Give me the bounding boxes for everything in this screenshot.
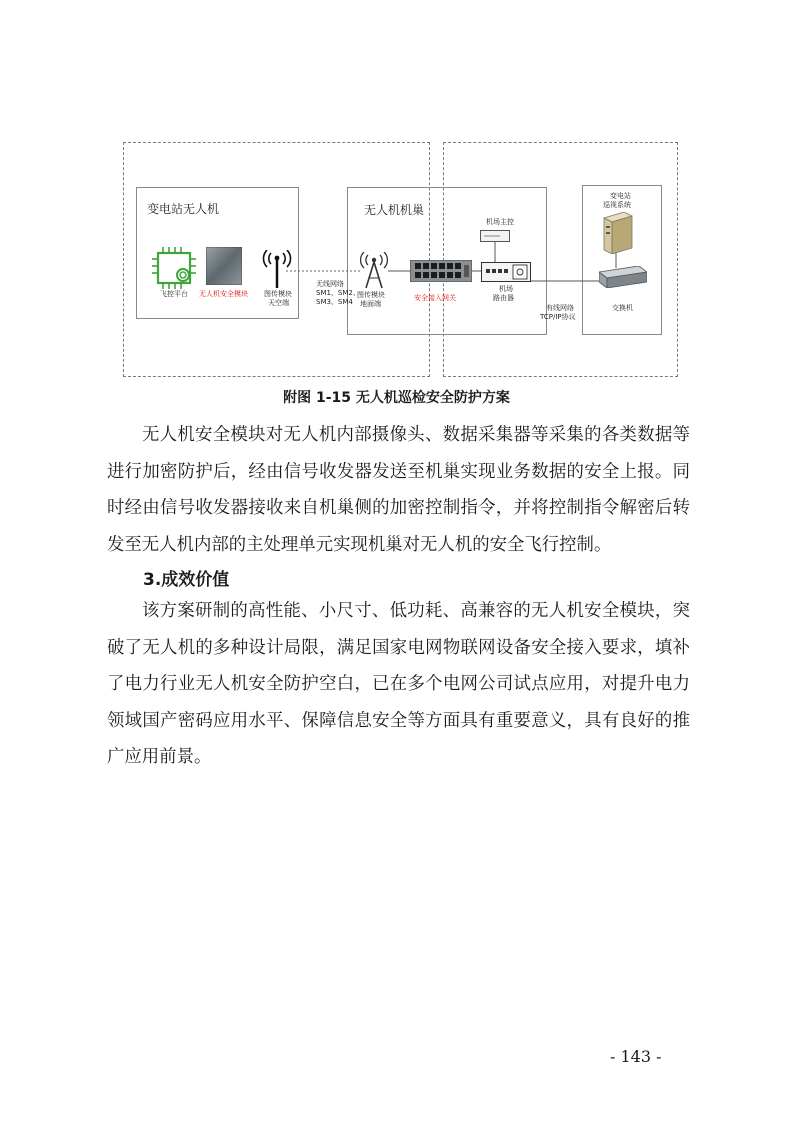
connection-lines <box>0 0 793 400</box>
patrol-system-label-1: 变电站 <box>610 192 631 200</box>
server-icon <box>598 212 634 254</box>
switch-icon <box>599 266 647 288</box>
section-heading: 3.成效价值 <box>143 570 230 590</box>
antenna-air-label-1: 图传模块 <box>264 290 292 298</box>
antenna-air-icon <box>262 250 292 288</box>
flight-platform-label: 飞控平台 <box>160 290 188 298</box>
security-gateway-icon <box>410 260 472 282</box>
host-device-icon <box>480 230 510 242</box>
security-gateway-label: 安全接入网关 <box>414 294 456 302</box>
uav-box-title: 变电站无人机 <box>147 202 220 216</box>
antenna-ground-label-1: 图传模块 <box>357 291 385 299</box>
patrol-system-label-2: 巡视系统 <box>603 201 631 209</box>
wireless-label-3: SM3、SM4 <box>316 298 353 306</box>
antenna-air-label-2: 天空端 <box>268 299 289 307</box>
paragraph-2 <box>107 593 690 776</box>
antenna-ground-icon <box>360 252 388 288</box>
page-number: - 143 - <box>610 1047 662 1066</box>
paragraph-1-text: 无人机安全模块对无人机内部摄像头、数据采集器等采集的各类数据等进行加密防护后，经由信号收发器发送至机巢实现业务数据的安全上报。同时经由信号收发器接收来自机巢侧的加密控制指令，并将控制指令解密后转发至无人机内部的主处理单元实现机巢对无人机的安全飞行控制。 <box>107 425 690 555</box>
nest-box-title: 无人机机巢 <box>364 203 425 217</box>
security-module-label: 无人机安全模块 <box>199 290 248 298</box>
wireless-label-1: 无线网络 <box>316 280 344 288</box>
router-label-2: 路由器 <box>493 294 514 302</box>
host-label: 机场主控 <box>486 218 514 226</box>
flight-controller-chip-icon <box>150 247 198 289</box>
paragraph-1 <box>107 417 690 563</box>
wired-label-2: TCP/IP协议 <box>540 313 576 321</box>
security-module-chip-icon <box>206 247 242 285</box>
wired-label-1: 有线网络 <box>546 304 574 312</box>
antenna-ground-label-2: 地面端 <box>360 300 381 308</box>
figure-caption: 附图 1-15 无人机巡检安全防护方案 <box>283 390 510 406</box>
switch-label: 交换机 <box>612 304 633 312</box>
paragraph-2-text: 该方案研制的高性能、小尺寸、低功耗、高兼容的无人机安全模块，突破了无人机的多种设计局限，满足国家电网物联网设备安全接入要求，填补了电力行业无人机安全防护空白，已在多个电网公司试点应用，对提升电力领域国产密码应用水平、保障信息安全等方面具有重要意义，具有良好的推广应用前景。 <box>107 601 690 767</box>
wireless-label-2: SM1、SM2、 <box>316 289 360 297</box>
router-icon <box>481 262 531 282</box>
router-label-1: 机场 <box>499 285 513 293</box>
